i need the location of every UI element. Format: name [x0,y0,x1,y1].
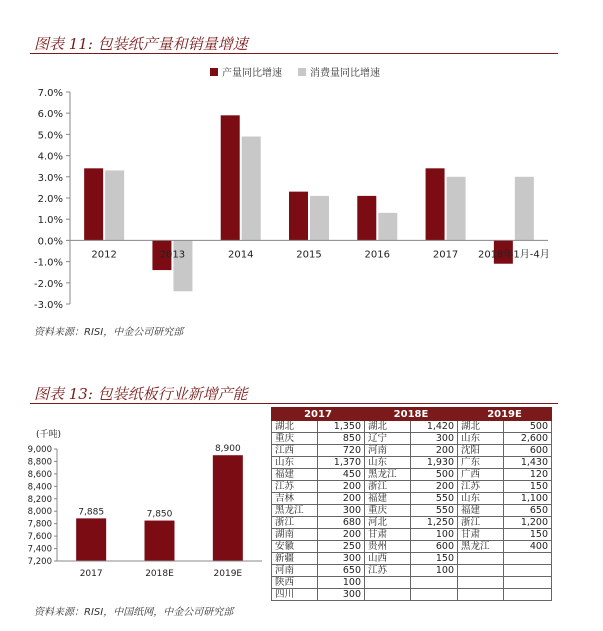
region-cell: 浙江 [458,517,504,529]
x-tick-label: 2017 [79,569,103,579]
x-tick-label: 2014 [227,249,254,261]
header-2018e: 2018E [365,408,458,421]
region-cell: 山东 [458,493,504,505]
table-row [272,433,552,445]
capacity-bar [76,518,106,561]
capacity-cell: 450 [318,469,365,481]
y-tick-label: 4.0% [37,151,63,163]
y-tick-label: 7,200 [27,557,52,567]
y-tick-label: 2.0% [37,194,63,205]
y-tick-label: 5.0% [37,130,63,142]
unit-label: (千吨) [36,430,62,440]
y-tick-label: 7,600 [27,532,52,543]
region-cell: 江苏 [272,481,318,493]
capacity-cell: 200 [318,493,365,505]
region-cell: 黑龙江 [272,505,318,517]
capacity-cell: 1,420 [411,421,458,433]
capacity-cell: 1,370 [318,457,365,469]
y-tick-label: 1.0% [37,215,63,227]
capacity-cell: 120 [504,469,552,481]
capacity-cell [504,553,552,565]
table-row [272,493,552,505]
figure11-title: 图表 11: 包装纸产量和销量增速 [34,35,248,53]
region-cell: 湖南 [272,529,318,541]
header-2019e: 2019E [458,408,552,421]
capacity-cell [504,565,552,577]
y-tick-label: -3.0% [33,300,63,311]
region-cell: 福建 [272,469,318,481]
x-tick-label: 2018年1月-4月 [477,249,550,261]
bar-consumption [447,177,466,241]
bar-consumption [242,137,261,241]
bar-consumption [105,170,124,240]
capacity-cell: 600 [504,445,552,457]
legend-label-0: 产量同比增速 [222,68,282,79]
growth-chart [0,55,603,325]
y-tick-label: 8,200 [27,494,52,505]
table-row [272,445,552,457]
region-cell: 湖北 [272,421,318,433]
y-tick-label: -1.0% [33,257,63,269]
capacity-cell: 680 [318,517,365,529]
x-tick-label: 2016 [364,249,391,261]
capacity-cell: 1,430 [504,457,552,469]
capacity-cell: 500 [504,421,552,433]
table-row [272,517,552,529]
capacity-cell [504,589,552,601]
table-row [272,541,552,553]
table-header-row [272,408,552,421]
region-cell [458,553,504,565]
capacity-cell: 1,200 [504,517,552,529]
bar-data-label: 7,850 [146,509,173,520]
region-cell: 吉林 [272,493,318,505]
bar-consumption [515,177,534,241]
bar-production [289,192,308,241]
capacity-bar [145,521,175,561]
region-cell [365,577,411,589]
capacity-cell [411,577,458,589]
capacity-cell: 100 [411,529,458,541]
region-cell: 江苏 [458,481,504,493]
capacity-cell: 250 [318,541,365,553]
x-tick-label: 2019E [213,569,243,579]
capacity-chart [0,420,268,600]
region-cell: 广西 [458,469,504,481]
capacity-cell: 200 [318,481,365,493]
bar-consumption [310,196,329,241]
figure11-source: 资料来源：RISI，中金公司研究部 [34,327,184,338]
figure13-rule [30,403,558,404]
bar-data-label: 8,900 [214,444,241,455]
region-cell: 江西 [272,445,318,457]
figure13-source: 资料来源：RISI，中国纸网，中金公司研究部 [34,607,234,618]
region-cell: 浙江 [365,481,411,493]
region-cell [458,565,504,577]
capacity-cell: 100 [318,577,365,589]
x-tick-label: 2018E [145,569,174,579]
y-tick-label: -2.0% [33,278,63,290]
region-cell: 黑龙江 [365,469,411,481]
y-tick-label: 8,400 [27,482,52,493]
y-tick-label: 9,000 [27,445,52,455]
region-cell [365,589,411,601]
y-tick-label: 7,400 [27,544,52,555]
region-cell: 河北 [365,517,411,529]
capacity-cell: 1,930 [411,457,458,469]
capacity-cell [411,589,458,601]
legend-label-1: 消费量同比增速 [310,68,380,79]
capacity-cell: 650 [318,565,365,577]
region-cell [458,589,504,601]
region-cell: 黑龙江 [458,541,504,553]
capacity-cell: 150 [504,529,552,541]
table-row [272,481,552,493]
bar-production [357,196,376,241]
region-cell: 甘肃 [365,529,411,541]
capacity-table [271,407,552,601]
region-cell: 重庆 [272,433,318,445]
capacity-cell: 150 [411,553,458,565]
capacity-cell: 200 [411,445,458,457]
region-cell: 江苏 [365,565,411,577]
region-cell: 河南 [272,565,318,577]
table-row [272,553,552,565]
table-row [272,577,552,589]
capacity-cell: 1,100 [504,493,552,505]
region-cell: 广东 [458,457,504,469]
table-row [272,529,552,541]
y-tick-label: 7.0% [37,88,63,99]
capacity-cell: 650 [504,505,552,517]
y-tick-label: 7,800 [27,519,52,530]
capacity-cell: 550 [411,493,458,505]
region-cell: 山东 [365,457,411,469]
capacity-cell: 720 [318,445,365,457]
x-tick-label: 2015 [296,249,322,261]
bar-production [221,115,240,240]
capacity-cell: 2,600 [504,433,552,445]
bar-production [426,168,445,240]
bar-production [84,168,103,240]
capacity-cell: 500 [411,469,458,481]
capacity-cell: 300 [318,505,365,517]
capacity-cell: 150 [504,481,552,493]
capacity-cell: 200 [411,481,458,493]
region-cell: 沈阳 [458,445,504,457]
y-tick-label: 8,000 [27,507,52,518]
y-tick-label: 6.0% [37,109,63,121]
region-cell: 湖北 [365,421,411,433]
capacity-cell [504,577,552,589]
capacity-cell: 300 [318,589,365,601]
region-cell: 四川 [272,589,318,601]
table-row [272,421,552,433]
region-cell: 福建 [458,505,504,517]
region-cell: 浙江 [272,517,318,529]
region-cell [458,577,504,589]
capacity-cell: 200 [318,529,365,541]
bar-data-label: 7,885 [78,507,105,518]
capacity-cell: 600 [411,541,458,553]
capacity-cell: 850 [318,433,365,445]
capacity-cell: 550 [411,505,458,517]
region-cell: 安徽 [272,541,318,553]
table-row [272,565,552,577]
capacity-cell: 100 [411,565,458,577]
region-cell: 山东 [458,433,504,445]
region-cell: 山西 [365,553,411,565]
x-tick-label: 2012 [91,249,117,261]
region-cell: 辽宁 [365,433,411,445]
header-2017: 2017 [272,408,365,421]
region-cell: 陕西 [272,577,318,589]
bar-consumption [173,240,192,291]
region-cell: 山东 [272,457,318,469]
figure11-rule [30,53,558,54]
capacity-cell: 1,250 [411,517,458,529]
region-cell: 河南 [365,445,411,457]
bar-consumption [378,213,397,241]
region-cell: 重庆 [365,505,411,517]
y-tick-label: 8,600 [27,469,52,480]
capacity-cell: 300 [318,553,365,565]
region-cell: 湖北 [458,421,504,433]
capacity-cell: 400 [504,541,552,553]
capacity-bar [213,455,243,561]
x-tick-label: 2017 [432,249,459,261]
capacity-cell: 300 [411,433,458,445]
y-tick-label: 0.0% [37,236,63,248]
y-tick-label: 3.0% [37,172,63,184]
table-row [272,589,552,601]
table-row [272,457,552,469]
table-row [272,469,552,481]
table-row [272,505,552,517]
table-body [272,421,552,601]
region-cell: 贵州 [365,541,411,553]
capacity-cell: 1,350 [318,421,365,433]
region-cell: 甘肃 [458,529,504,541]
figure13-title: 图表 13: 包装纸板行业新增产能 [34,385,248,403]
legend-swatch-1 [298,68,306,76]
region-cell: 福建 [365,493,411,505]
y-tick-label: 8,800 [27,457,52,468]
region-cell: 新疆 [272,553,318,565]
x-tick-label: 2013 [159,249,186,261]
legend-swatch-0 [210,68,218,76]
